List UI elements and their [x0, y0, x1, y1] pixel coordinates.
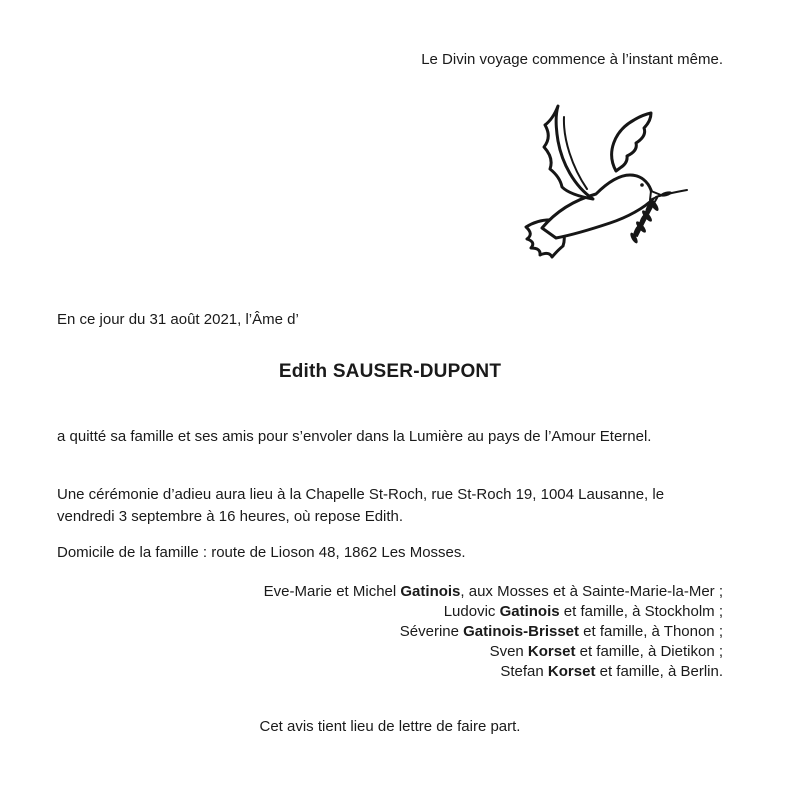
closing-line: Cet avis tient lieu de lettre de faire part.	[259, 718, 521, 735]
tribute-paragraph: a quitté sa famille et ses amis pour s’envoler dans la Lumière au pays de l’Amour Eternel.	[57, 428, 652, 445]
family-line	[57, 642, 723, 662]
family-line-before: Ludovic	[443, 603, 500, 620]
family-line	[57, 602, 723, 622]
intro-line: En ce jour du 31 août 2021, l’Âme d’	[57, 311, 299, 328]
family-member-name: Gatinois-Brisset	[463, 623, 580, 640]
family-line-after: et famille, à Berlin.	[595, 663, 723, 680]
family-home-paragraph: Domicile de la famille : route de Lioson 48, 1862 Les Mosses.	[57, 544, 466, 561]
dove-icon	[500, 95, 700, 275]
family-line-after: et famille, à Dietikon ;	[575, 643, 723, 660]
family-line-before: Stefan	[500, 663, 548, 680]
family-line-after: et famille, à Thonon ;	[579, 623, 723, 640]
deceased-name: Edith SAUSER-DUPONT	[278, 361, 502, 382]
family-line	[57, 622, 723, 642]
family-line-before: Eve-Marie et Michel	[263, 583, 401, 600]
family-line	[57, 582, 723, 602]
family-line-before: Séverine	[399, 623, 464, 640]
family-line-before: Sven	[489, 643, 528, 660]
motto-line: Le Divin voyage commence à l’instant même.	[421, 51, 723, 68]
family-list	[57, 582, 723, 682]
family-line	[57, 662, 723, 682]
family-member-name: Gatinois	[499, 603, 560, 620]
family-line-after: , aux Mosses et à Sainte-Marie-la-Mer ;	[460, 583, 723, 600]
family-member-name: Gatinois	[400, 583, 461, 600]
family-member-name: Korset	[547, 663, 596, 680]
family-line-after: et famille, à Stockholm ;	[559, 603, 723, 620]
ceremony-paragraph: Une cérémonie d’adieu aura lieu à la Chapelle St-Roch, rue St-Roch 19, 1004 Lausanne, le vendredi 3 septembre à 16 heures, où repose Edith.	[57, 486, 665, 525]
family-member-name: Korset	[527, 643, 576, 660]
